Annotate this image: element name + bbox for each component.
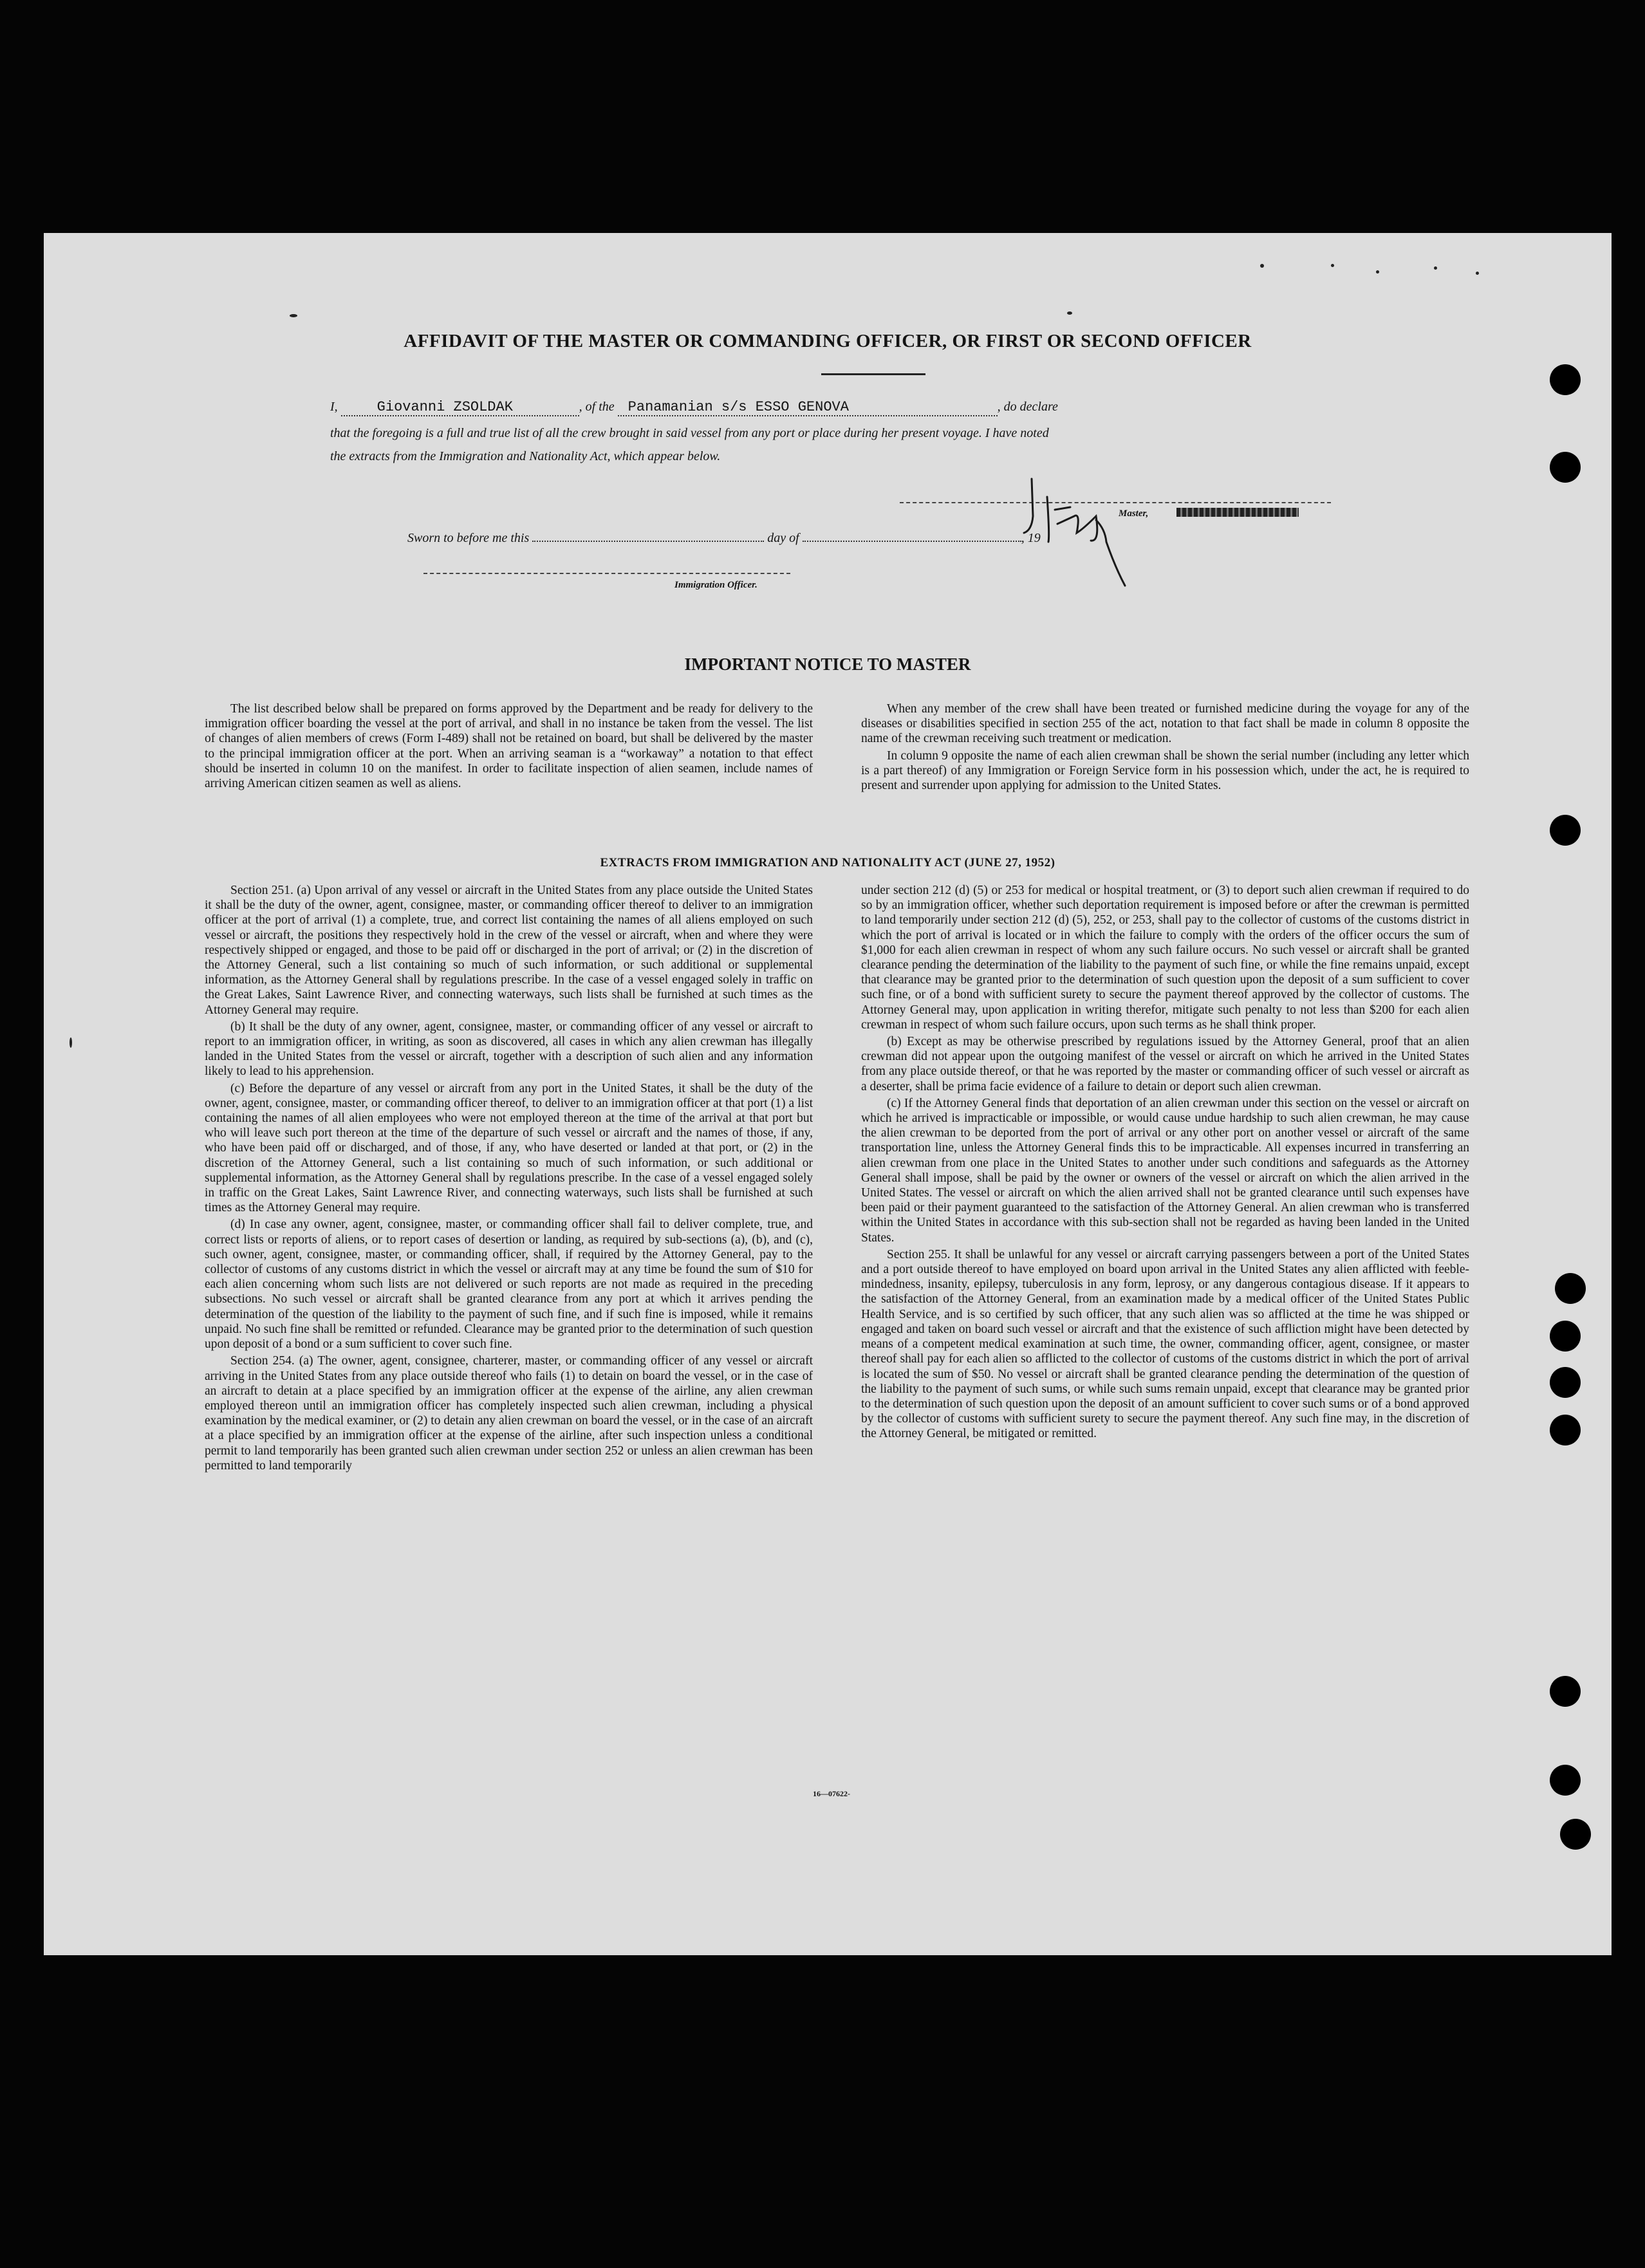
punch-hole <box>1550 452 1581 483</box>
section-paragraph: Section 254. (a) The owner, agent, consignee, charterer, master, or commanding officer of any vessel or aircraft arriving in the United States from any place outside thereof who fails (1) to detain on board the vessel, or in the case of an aircraft to detain at a place specified by an immigration officer at the expense of the airline, any alien crewman employed thereon until an immigration officer has completely inspected such alien crewman, including a physical examination by the medical examiner, or (2) to detain any alien crewman on board the vessel, or in the case of an aircraft at a place specified by an immigration officer at the expense of the airline, after such inspection unless a conditional permit to land temporarily has been granted such alien crewman under section 252 or unless an alien crewman has been permitted to land temporarily <box>205 1354 813 1473</box>
punch-hole <box>1555 1273 1586 1304</box>
notice-paragraph: In column 9 opposite the name of each alien crewman shall be shown the serial number (including any letter which is a part thereof) of any Immigration or Foreign Service form in his possession which, under the act, he is required to present and surrender upon applying for admission to the United States. <box>861 748 1469 793</box>
day-of-label: day of <box>767 531 799 545</box>
section-paragraph: (b) Except as may be otherwise prescribed by regulations issued by the Attorney General, proof that an alien crewman did not appear upon the outgoing manifest of the vessel or aircraft on which he arrived in the United States from any place outside thereof, or that he was reported by the master or commanding officer of such vessel or aircraft as a deserter, shall be prima facie evidence of a failure to detain or deport such alien crewman. <box>861 1035 1469 1093</box>
scan-speck <box>1434 266 1437 270</box>
master-label: Master, <box>1119 508 1149 519</box>
punch-hole <box>1560 1819 1591 1850</box>
officer-name: Giovanni ZSOLDAK <box>376 399 513 415</box>
master-signature <box>1019 471 1238 587</box>
vessel-field <box>618 399 998 416</box>
struck-out-typing <box>1176 508 1299 517</box>
notice-left-column <box>205 702 813 793</box>
scan-speck <box>1376 270 1379 274</box>
notice-paragraph: The list described below shall be prepared on forms approved by the Department and be ready for delivery to the immigration officer boarding the vessel at the port of arrival, and shall in no instance be taken from the vessel. The list of changes of alien members of crews (Form I-489) shall not be retained on board, but shall be delivered by the master to the principal immigration officer at the port. When an arriving seaman is a “workaway” a notation to that effect should be inserted in column 10 on the manifest. In order to facilitate inspection of alien seamen, include names of arriving American citizen seamen as well as aliens. <box>205 702 813 791</box>
scan-speck <box>1067 311 1072 315</box>
document-page <box>44 233 1612 1955</box>
punch-hole <box>1550 815 1581 846</box>
title-divider <box>821 373 925 375</box>
vessel-name: Panamanian s/s ESSO GENOVA <box>627 399 849 415</box>
section-paragraph: (c) If the Attorney General finds that deportation of an alien crewman under this section on the vessel or aircraft on which he arrived is impracticable or impossible, or would cause undue hardship to such alien crewman, he may cause the alien crewman to be deported from the port of arrival or any other port on another vessel or aircraft of the same transportation line, unless the Attorney General finds this to be impracticable. All expenses incurred in transferring an alien crewman from one place in the United States to another under such conditions and safeguards as the Attorney General shall impose, shall be paid by the owner or owners of the vessel or aircraft on which the alien arrived in the United States. The vessel or aircraft on which the alien arrived shall not be granted clearance until such expenses have been paid or their payment guaranteed to the satisfaction of the Attorney General. An alien crewman who is transferred within the United States in accordance with this sub-section shall not be regarded as having been landed in the United States. <box>861 1096 1469 1245</box>
section-paragraph: (b) It shall be the duty of any owner, agent, consignee, master, or commanding officer of any vessel or aircraft to report to an immigration officer, in writing, as soon as discovered, all cases in which any alien crewman has illegally landed in the United States from the vessel or aircraft, together with a description of such alien and any information likely to lead to his apprehension. <box>205 1019 813 1079</box>
affidavit-title: AFFIDAVIT OF THE MASTER OR COMMANDING OFFICER, OR FIRST OR SECOND OFFICER <box>404 331 1252 351</box>
notice-title: IMPORTANT NOTICE TO MASTER <box>684 655 971 674</box>
extracts-title: EXTRACTS FROM IMMIGRATION AND NATIONALITY ACT (JUNE 27, 1952) <box>600 856 1055 869</box>
extracts-right-column <box>861 883 1469 1444</box>
year-label: , 19 <box>1021 531 1041 545</box>
i-label: I, <box>330 400 338 414</box>
sworn-month-field <box>803 541 1021 542</box>
punch-hole <box>1550 364 1581 395</box>
statement-line-2: the extracts from the Immigration and Nationality Act, which appear below. <box>330 449 721 463</box>
punch-hole <box>1550 1321 1581 1352</box>
sworn-line <box>330 531 1373 546</box>
extracts-left-column <box>205 883 813 1475</box>
declare-label: , do declare <box>997 400 1058 414</box>
notice-right-column <box>861 702 1469 795</box>
punch-hole <box>1550 1367 1581 1398</box>
sworn-label: Sworn to before me this <box>407 531 530 545</box>
punch-hole <box>1550 1676 1581 1707</box>
notice-paragraph: When any member of the crew shall have been treated or furnished medicine during the voyage for any of the diseases or disabilities specified in section 255 of the act, notation to that fact shall be made in column 8 opposite the name of the crewman receiving such treatment or medication. <box>861 702 1469 746</box>
punch-hole <box>1550 1415 1581 1445</box>
section-paragraph: Section 251. (a) Upon arrival of any vessel or aircraft in the United States from any place outside the United States it shall be the duty of the owner, agent, consignee, master, or commanding officer thereof to deliver to an immigration officer at the port of arrival (1) a complete, true, and correct list containing the names of all aliens employed on such vessel or aircraft, the positions they respectively hold in the crew of the vessel or aircraft, when and where they were respectively shipped or engaged, and those to be paid off or discharged in the port of arrival; or (2) in the discretion of the Attorney General, such a list containing so much of such information, or such additional or supplemental information, as the Attorney General shall by regulations prescribe. In the case of a vessel engaged solely in traffic on the Great Lakes, Saint Lawrence River, and connecting waterways, such lists shall be furnished at such times as the Attorney General may require. <box>205 884 813 1017</box>
section-paragraph: (c) Before the departure of any vessel or aircraft from any port in the United States, it shall be the duty of the owner, agent, consignee, master, or commanding officer thereof, to deliver to an immigration officer at that port (1) a list containing the names of all alien employees who were not employed thereon at the time of the arrival at that port but who will leave such port thereon at the time of the departure of such vessel or aircraft and the names of those, if any, who have been paid off or discharged, and of those, if any, who have deserted or landed at that port, or (2) in the discretion of the Attorney General, such a list containing so much of such information, or such additional or supplemental information, as the Attorney General shall by regulations prescribe. In the case of a vessel engaged solely in traffic on the Great Lakes, Saint Lawrence River, and connecting waterways, such lists shall be furnished at such times as the Attorney General may require. <box>205 1081 813 1215</box>
declaration-line <box>330 399 1373 416</box>
immigration-officer-line <box>423 573 790 574</box>
section-paragraph: (d) In case any owner, agent, consignee, master, or commanding officer shall fail to deliver complete, true, and correct lists or reports of aliens, or to report cases of desertion or landing, as required by sub-sections (a), (b), and (c), such owner, agent, consignee, master, or commanding officer, shall, if required by the Attorney General, pay to the collector of customs of any customs district in which the vessel or aircraft may at any time be found the sum of $10 for each alien concerning whom such lists are not delivered or such reports are not made as required in the preceding subsections. No such vessel or aircraft shall be granted clearance from any port at which it arrives pending the determination of the question of the liability to the payment of such fine, and if such fine is imposed, while it remains unpaid. No such fine shall be remitted or refunded. Clearance may be granted prior to the determination of such question upon deposit of a bond or a sum sufficient to cover such fine. <box>205 1218 813 1352</box>
scan-speck <box>1331 264 1334 267</box>
section-paragraph: under section 212 (d) (5) or 253 for medical or hospital treatment, or (3) to deport such alien crewman if required to do so by an immigration officer, whether such deportation requirement is imposed before or after the crewman is permitted to land temporarily under section 212 (d) (5), 252, or 253, shall pay to the collector of customs of the customs district in which the port of arrival is located or in which the failure to comply with the orders of the officer occurs the sum of $1,000 for each alien crewman in respect of whom any such failure occurs. No such vessel or aircraft shall be granted clearance pending the determination of the liability to the payment of such fine, or while the fine remains unpaid, except that clearance may be granted prior to the determination of such question upon the deposit of a sum sufficient to cover such fine, or of a bond with sufficient surety to secure the payment thereof approved by the collector of customs. The Attorney General may, upon application in writing therefor, mitigate such penalty to not less than $200 for each alien crewman in respect of whom such failure occurs, upon such terms as he shall think proper. <box>861 884 1469 1032</box>
scan-speck <box>70 1037 72 1048</box>
section-paragraph: Section 255. It shall be unlawful for any vessel or aircraft carrying passengers between a port of the United States and a port outside thereof to have employed on board upon arrival in the United States any alien afflicted with feeble-mindedness, insanity, epilepsy, tuberculosis in any form, leprosy, or any dangerous contagious disease. If it appears to the satisfaction of the Attorney General, from an examination made by a medical officer of the United States Public Health Service, and is so certified by such officer, that any such alien was so afflicted at the time he was shipped or engaged and taken on board such vessel or aircraft and that the existence of such affliction might have been detected by means of a competent medical examination at such time, the owner, commanding officer, agent, consignee, or master thereof shall pay for each alien so afflicted to the collector of customs of the customs district in which the port of arrival is located the sum of $50. No vessel or aircraft shall be granted clearance pending the determination of the question of the liability to the payment of such sums, or while such sums remain unpaid, except that clearance may be granted prior to the determination of such question upon the deposit of an amount sufficient to cover such sums or of a bond approved by the collector of customs with sufficient surety to secure the payment thereof. Any such fine may, in the discretion of the Attorney General, be mitigated or remitted. <box>861 1247 1469 1441</box>
statement-line-1: that the foregoing is a full and true list of all the crew brought in said vessel from any port or place during her present voyage. I have noted <box>330 426 1049 440</box>
scan-speck <box>1260 264 1264 268</box>
scan-speck <box>290 314 297 317</box>
scan-speck <box>1476 272 1479 275</box>
of-the-label: , of the <box>579 400 615 414</box>
immigration-officer-label: Immigration Officer. <box>674 580 757 590</box>
punch-hole <box>1550 1765 1581 1796</box>
form-code: 16—07622- <box>813 1789 850 1798</box>
officer-name-field <box>341 399 579 416</box>
sworn-day-field <box>532 541 764 542</box>
